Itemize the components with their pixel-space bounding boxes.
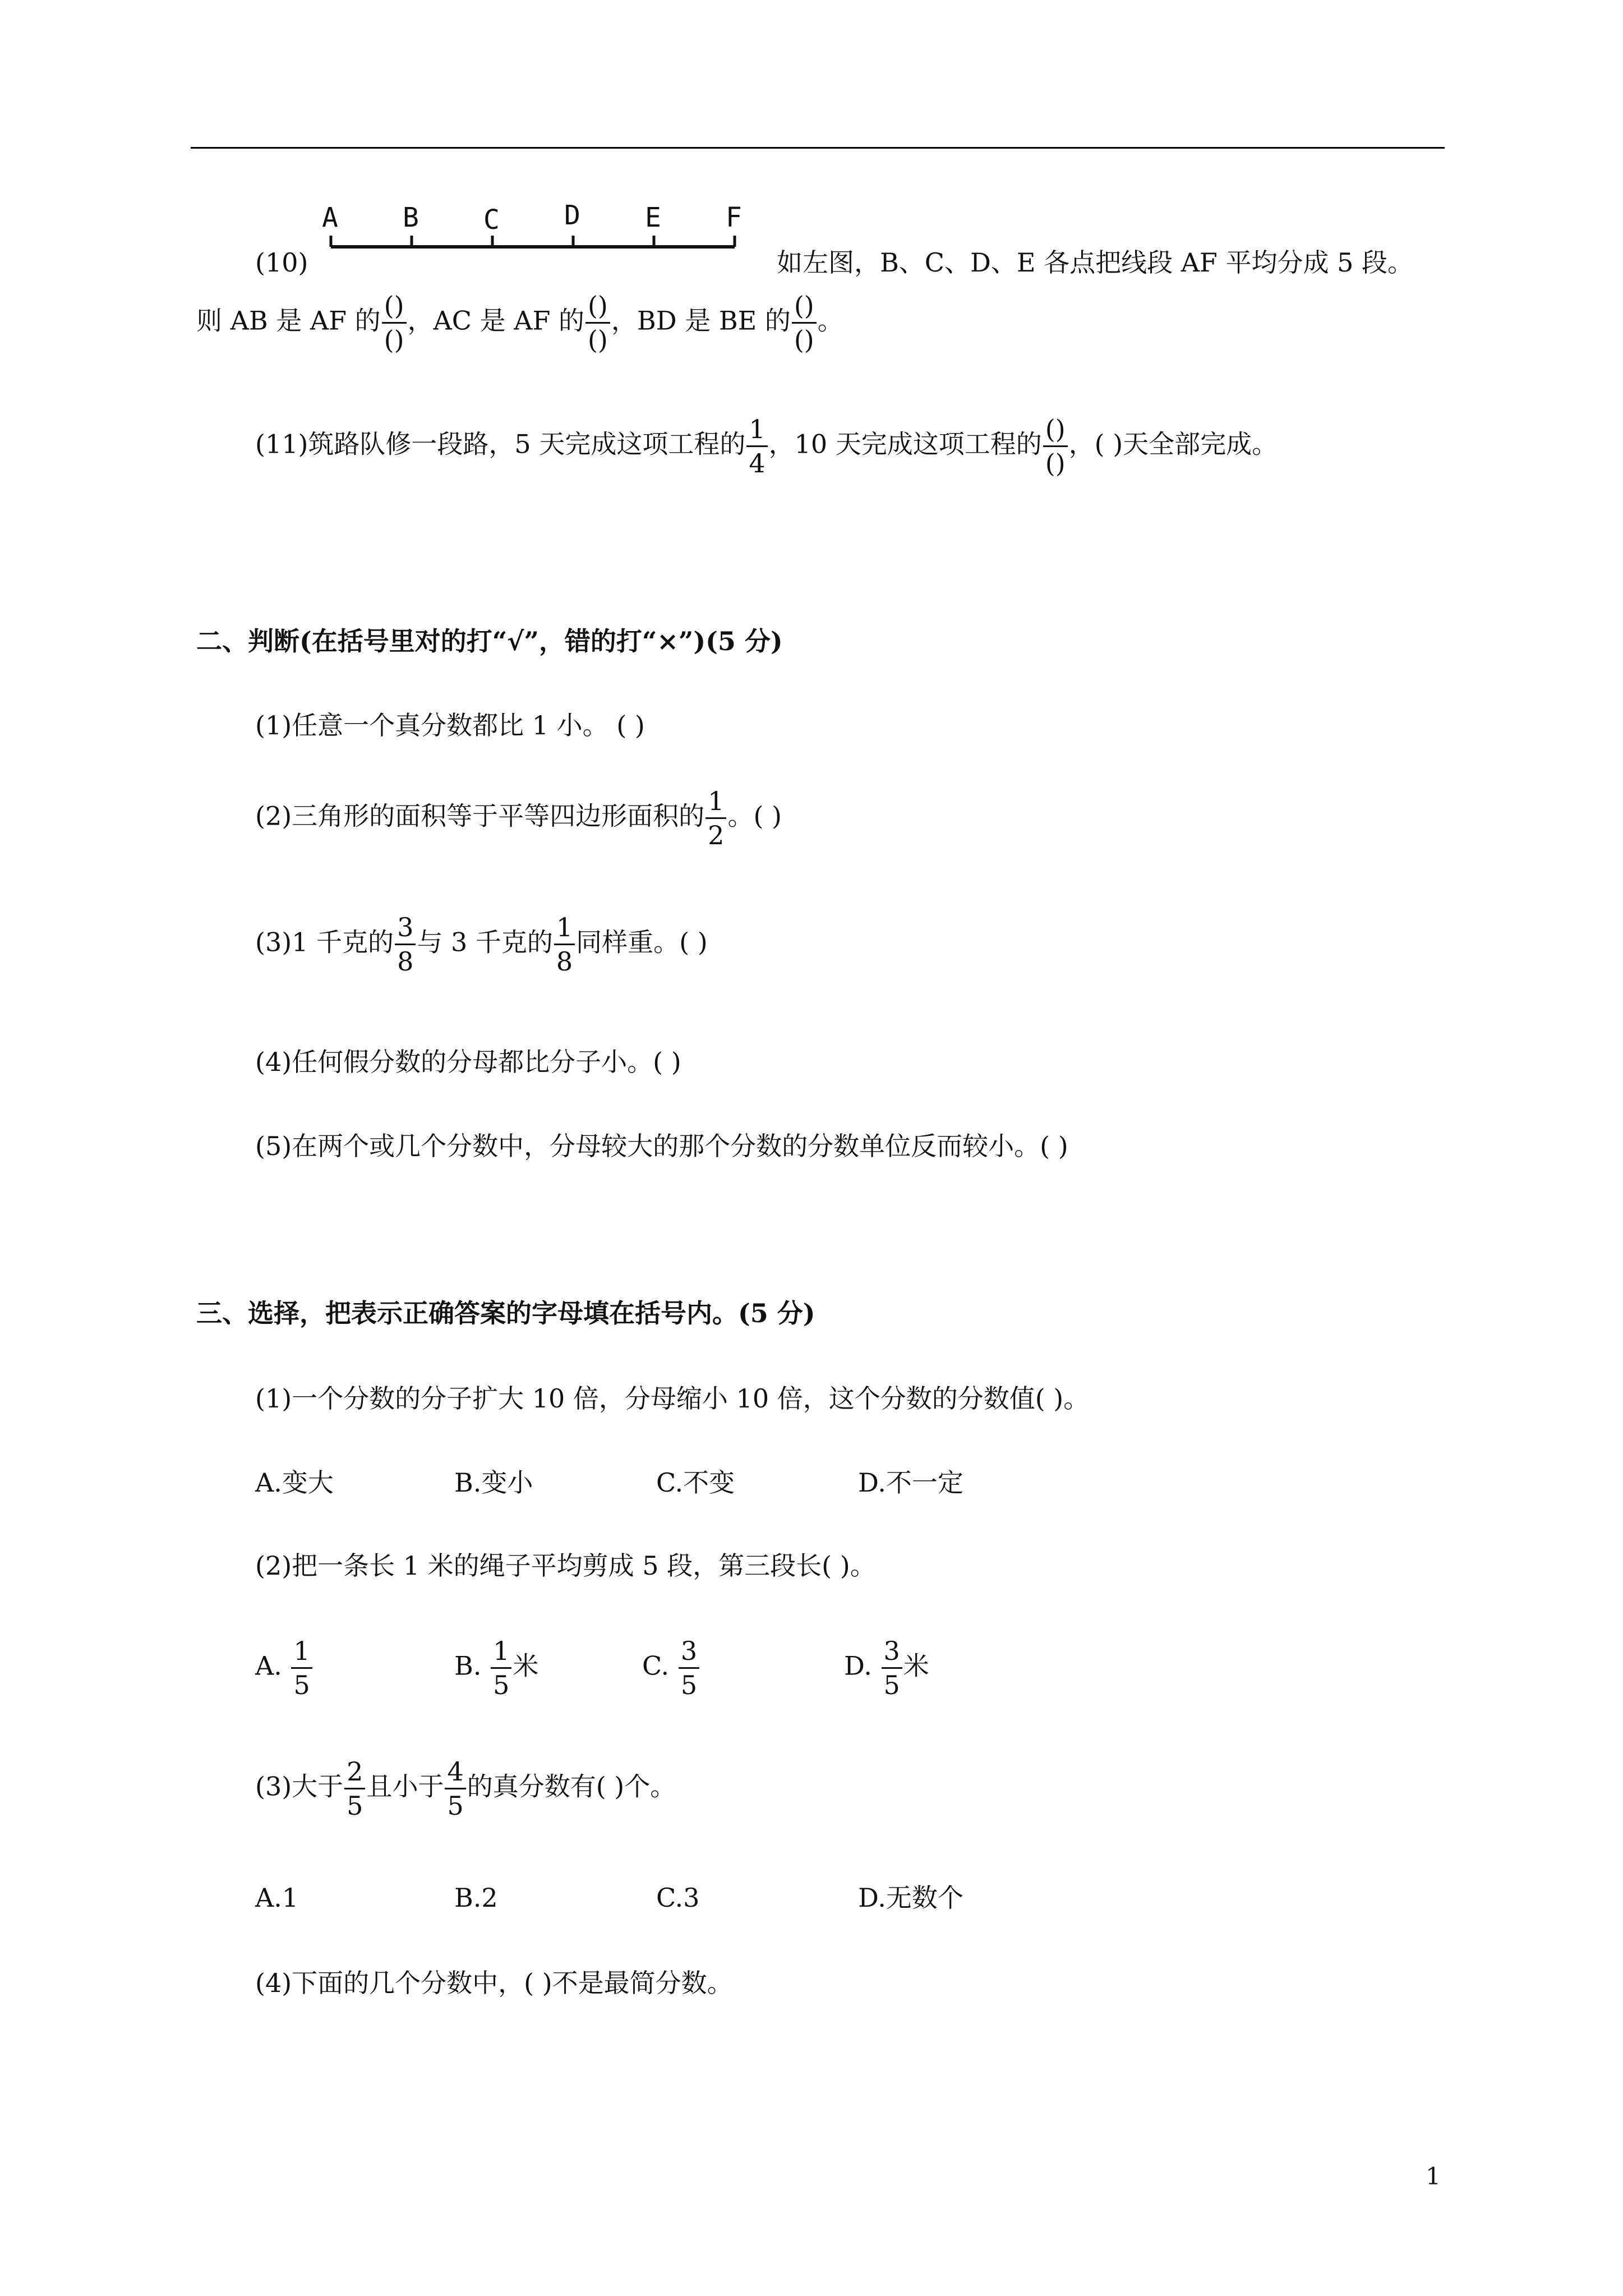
fraction-den: () xyxy=(794,325,814,355)
header-rule xyxy=(191,147,1445,149)
fraction-den: 5 xyxy=(293,1670,310,1700)
option-letter: B. xyxy=(454,1650,482,1681)
fraction-den: 5 xyxy=(447,1791,464,1821)
fraction-num: () xyxy=(1043,416,1068,447)
fraction-four-fifths xyxy=(445,1756,465,1821)
fraction-num: 1 xyxy=(291,1638,312,1669)
option-letter: A. xyxy=(255,1650,282,1681)
fraction-num: () xyxy=(792,293,817,324)
point-a-label: A xyxy=(322,202,338,233)
fraction-three-eighths xyxy=(395,912,416,977)
fraction-num: 1 xyxy=(746,416,767,447)
fraction-den: 8 xyxy=(397,946,414,977)
point-e-label: E xyxy=(645,202,661,233)
section2-q1: (1)任意一个真分数都比 1 小。 ( ) xyxy=(255,710,645,740)
q11-text-1: (11)筑路队修一段路，5 天完成这项工程的 xyxy=(255,429,746,459)
fraction-den: () xyxy=(1045,448,1066,478)
fraction-den: 2 xyxy=(708,820,725,850)
q2-option-b xyxy=(454,1638,538,1698)
q3-option-b: B.2 xyxy=(454,1883,498,1913)
fraction-num: 4 xyxy=(445,1759,465,1789)
fraction-num: () xyxy=(585,293,610,324)
q10-text-b: ，AC 是 AF 的 xyxy=(407,305,584,336)
q10-description: 如左图，B、C、D、E 各点把线段 AF 平均分成 5 段。 xyxy=(777,247,1413,278)
fraction-blank xyxy=(1043,416,1068,476)
q3-text-b: 与 3 千克的 xyxy=(417,927,553,958)
fraction-blank-bd xyxy=(792,293,817,353)
section3-title: 三、选择，把表示正确答案的字母填在括号内。(5 分) xyxy=(196,1298,815,1328)
section2-q3 xyxy=(255,912,708,977)
fraction-den: 5 xyxy=(347,1791,363,1821)
q3-text-b: 且小于 xyxy=(366,1771,444,1802)
fraction-one-fifth xyxy=(291,1638,312,1698)
q3-option-a: A.1 xyxy=(255,1883,299,1913)
q10-text-a: 则 AB 是 AF 的 xyxy=(196,305,381,336)
fraction-num: () xyxy=(382,293,407,324)
fraction-den: 5 xyxy=(883,1670,900,1700)
option-letter: D. xyxy=(844,1650,872,1681)
fraction-blank-ab xyxy=(382,293,407,353)
fraction-den: 4 xyxy=(749,448,766,478)
point-b-label: B xyxy=(403,202,419,233)
point-f-label: F xyxy=(726,202,742,233)
point-c-label: C xyxy=(483,204,500,236)
q2-text-b: 。( ) xyxy=(727,800,782,831)
q1-option-b: B.变小 xyxy=(454,1467,533,1498)
point-d-label: D xyxy=(564,200,580,231)
q2-option-a xyxy=(255,1638,313,1698)
q1-option-a: A.变大 xyxy=(255,1467,334,1498)
fraction-den: () xyxy=(384,325,404,355)
segment-af-diagram xyxy=(314,196,746,258)
q10-text-d: 。 xyxy=(817,305,843,336)
fraction-two-fifths xyxy=(344,1756,365,1821)
q2-option-d xyxy=(844,1638,929,1698)
page-number: 1 xyxy=(1426,2162,1441,2190)
section3-q2: (2)把一条长 1 米的绳子平均剪成 5 段，第三段长( )。 xyxy=(255,1550,876,1581)
fraction-three-fifths xyxy=(679,1638,699,1698)
section3-q3 xyxy=(255,1756,676,1821)
fraction-den: 5 xyxy=(680,1670,698,1700)
fraction-num: 3 xyxy=(395,914,416,945)
q10-text-c: ，BD 是 BE 的 xyxy=(611,305,791,336)
fraction-blank-ac xyxy=(585,293,610,353)
q1-option-d: D.不一定 xyxy=(858,1467,963,1498)
fraction-one-eighth xyxy=(554,912,575,977)
fraction-num: 1 xyxy=(554,914,575,945)
q1-option-c: C.不变 xyxy=(656,1467,735,1498)
section2-title: 二、判断(在括号里对的打“√”，错的打“×”)(5 分) xyxy=(196,626,783,656)
fraction-den: () xyxy=(587,325,608,355)
fraction-num: 3 xyxy=(679,1638,699,1669)
fraction-num: 2 xyxy=(344,1759,365,1789)
q11-text-3: ，( )天全部完成。 xyxy=(1068,429,1278,459)
fraction-one-fifth xyxy=(491,1638,511,1698)
q2-option-c xyxy=(642,1638,700,1698)
q3-text-a: (3)大于 xyxy=(255,1771,344,1802)
q3-option-d: D.无数个 xyxy=(858,1883,963,1913)
section3-q1: (1)一个分数的分子扩大 10 倍，分母缩小 10 倍，这个分数的分数值( )。 xyxy=(255,1383,1090,1414)
q3-text-a: (3)1 千克的 xyxy=(255,927,394,958)
fraction-three-fifths xyxy=(882,1638,902,1698)
section2-q5: (5)在两个或几个分数中，分母较大的那个分数的分数单位反而较小。( ) xyxy=(255,1131,1068,1161)
fraction-one-half xyxy=(706,788,726,848)
q11-text-2: ，10 天完成这项工程的 xyxy=(768,429,1042,459)
section2-q2 xyxy=(255,788,782,848)
fraction-den: 5 xyxy=(493,1670,510,1700)
q3-text-c: 的真分数有( )个。 xyxy=(467,1771,676,1802)
fraction-den: 8 xyxy=(556,946,573,977)
fraction-one-quarter xyxy=(746,416,767,476)
section3-q4: (4)下面的几个分数中，( )不是最简分数。 xyxy=(255,1968,733,1998)
q3-option-c: C.3 xyxy=(656,1883,700,1913)
section2-q4: (4)任何假分数的分母都比分子小。( ) xyxy=(255,1047,681,1077)
q10-line2 xyxy=(196,293,843,353)
option-unit: 米 xyxy=(513,1650,539,1681)
q10-prefix: (10) xyxy=(255,247,308,278)
q3-text-c: 同样重。( ) xyxy=(576,927,708,958)
fraction-num: 3 xyxy=(882,1638,902,1669)
q2-text-a: (2)三角形的面积等于平等四边形面积的 xyxy=(255,800,705,831)
q11-line xyxy=(255,416,1278,476)
option-unit: 米 xyxy=(903,1650,929,1681)
fraction-num: 1 xyxy=(706,788,726,819)
fraction-num: 1 xyxy=(491,1638,511,1669)
option-letter: C. xyxy=(642,1650,670,1681)
